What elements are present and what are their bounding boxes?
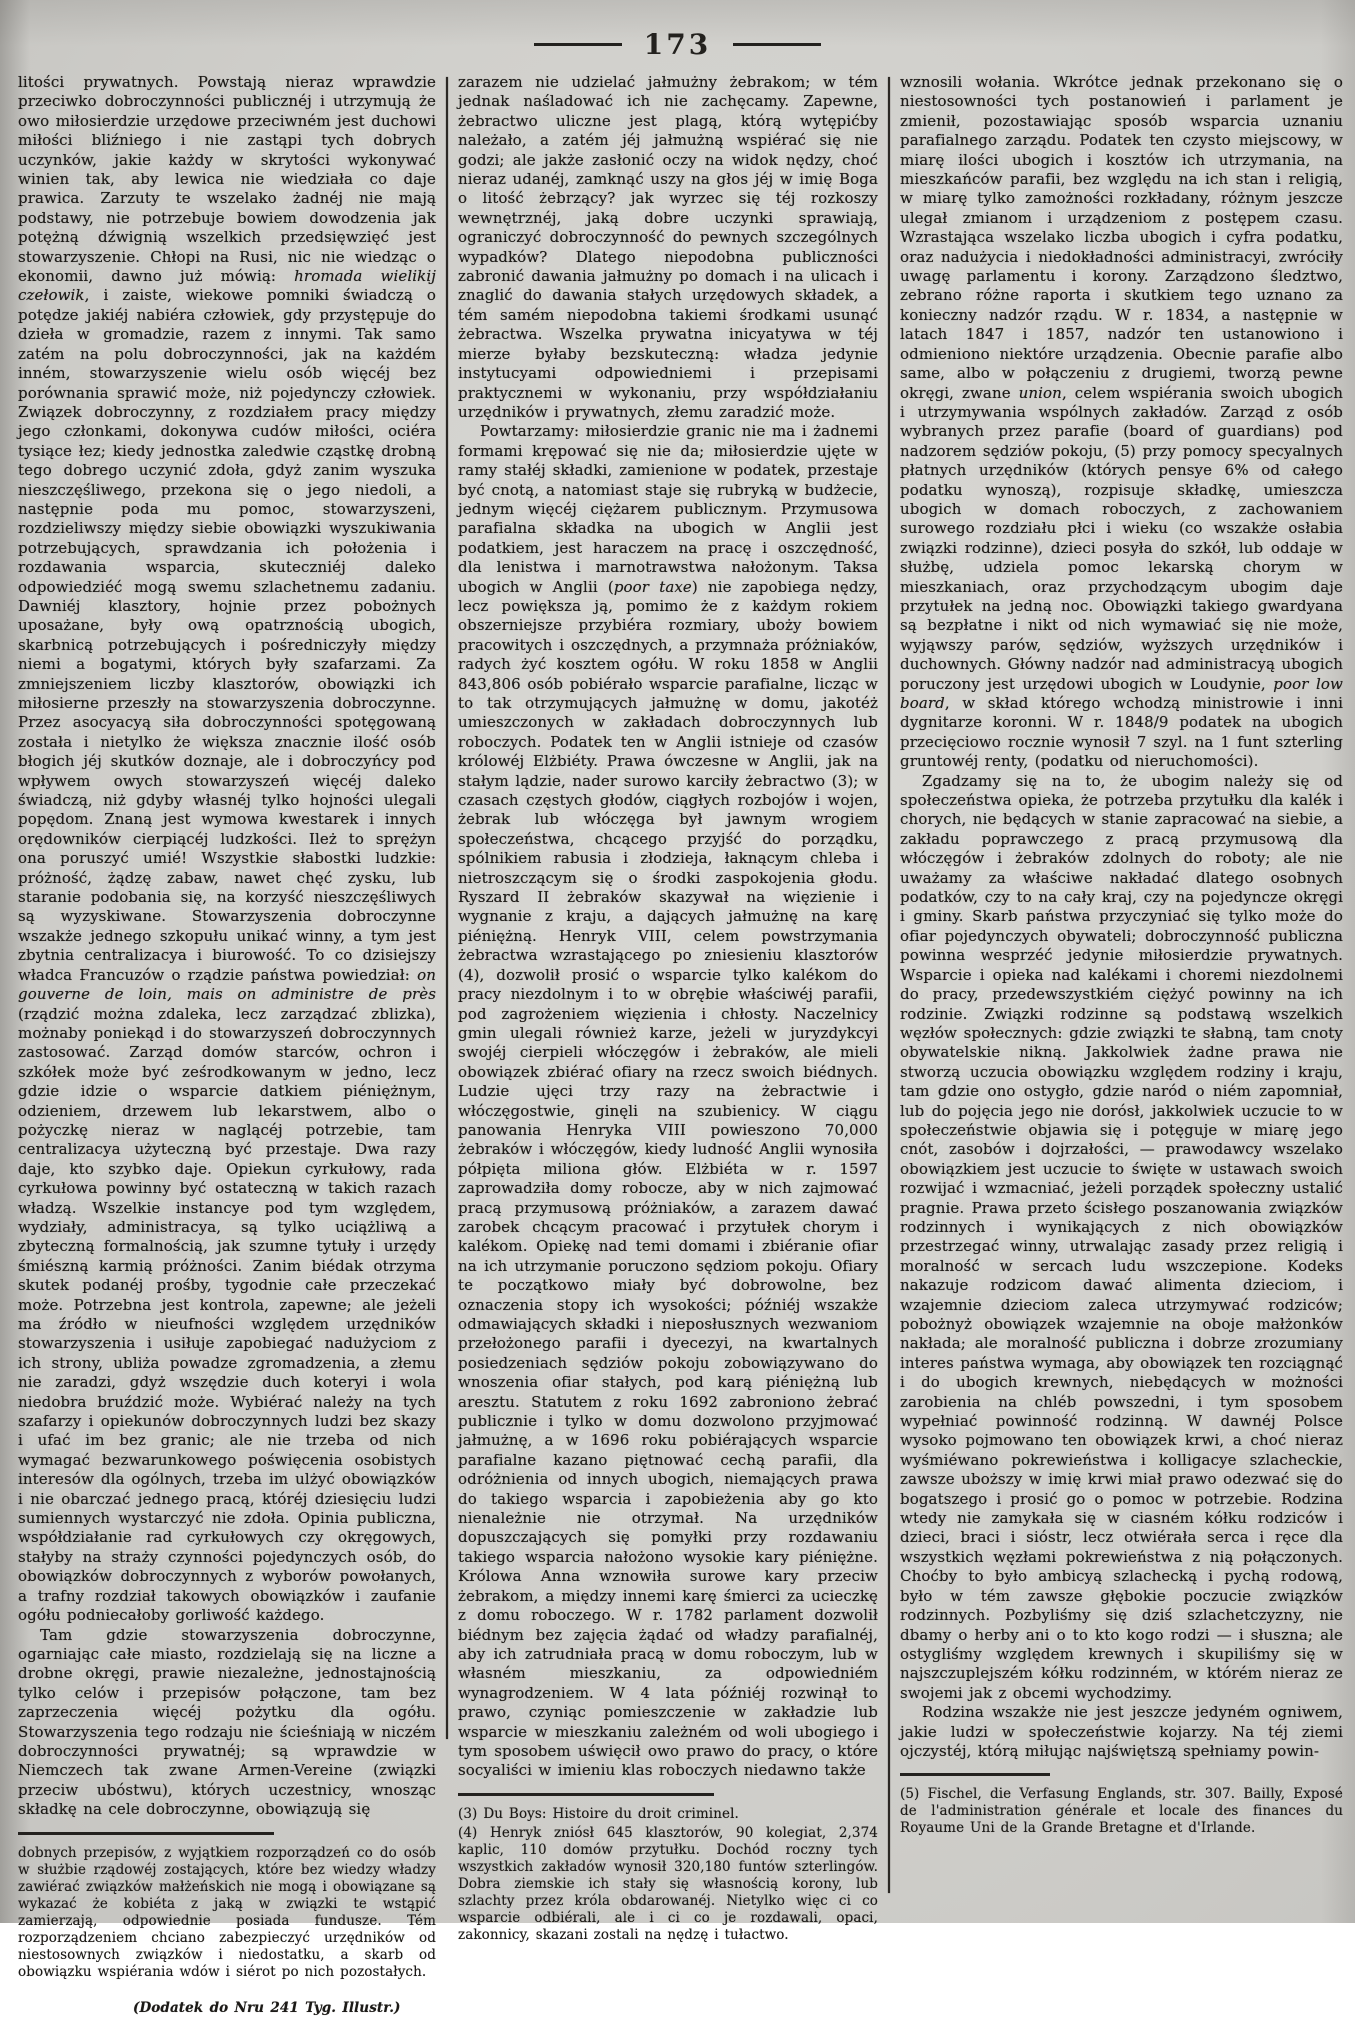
footnote-5: (5) Fischel, die Verfasung Englands, str. 307. Bailly, Exposé de l'administration générale et locale des finances du Royaume Uni de la Grande Bretagne et d'Irlande. — [900, 1786, 1343, 1837]
text-column-3 — [900, 73, 1343, 2018]
page-header — [0, 0, 1355, 61]
footnote-continuation: dobnych przepisów, z wyjątkiem rozporządzeń co do osób w służbie rządowéj zostających, które bez wiedzy władzy zawiérać związków małżeńskich nie mogą i obowiązane są wykazać że kobiéta z jaką w związki te wstąpić zamierzają, odpowiednie posiada fundusze. Tém rozporządzeniem chciano zabezpieczyć urzędników od niestosownych związków i niedostatku, a skarb od obowiązku wspiérania wdów i siérot po nich pozostałych. — [18, 1844, 436, 1980]
footnote-separator-rule — [18, 1832, 274, 1835]
footnote-3: (3) Du Boys: Histoire du droit criminel. — [458, 1805, 739, 1822]
body-paragraph: litości prywatnych. Powstają nieraz wprawdzie przeciwko dobroczynności publicznéj i utrzymują że owo miłosierdzie urzędowe przeciwném jest duchowi miłości bliźniego i nie zastąpi tych dobrych uczynków, jakie każdy w skrytości wykonywać winien tak, aby lewica nie wiedziała co daje prawica. Zarzuty te wszelako żadnéj nie mają podstawy, nie potrzebuje bowiem dowodzenia jak potężną dźwignią wszelkich przedsięwzięć jest stowarzyszenie. Chłopi na Rusi, nic nie wiedząc o ekonomii, dawno już mówią: hromada wielikij czełowik, i zaiste, wiekowe pomniki świadczą o potędze jakiéj nabiéra człowiek, gdy przystępuje do dzieła w gromadzie, razem z innymi. Tak samo zatém na polu dobroczynności, jak na każdém inném, stowarzyszenie wielu osób więcéj bez porównania sprawić może, niż pojedynczy człowiek. Związek dobroczynny, z rozdziałem pracy między jego członkami, dokonywa cudów miłości, ociéra tysiące łez; kiedy jednostka zaledwie cząstkę drobną tego dobrego uczynić zdoła, gdyż zanim wyszuka nieszczęśliwego, przekona się o jego niedoli, a następnie poda mu pomoc, stowarzyszeni, rozdzieliwszy między siebie obowiązki wyszukiwania potrzebujących, sprawdzania ich położenia i rozdawania wsparcia, skuteczniéj daleko odpowiedziéć mogą swemu szlachetnemu zadaniu. Dawniéj klasztory, hojnie przez pobożnych uposażane, były ową opatrznością ubogich, skarbnicą potrzebujących i pośredniczyły między niemi a bogatymi, których były szafarzami. Za zmniejszeniem liczby klasztorów, obowiązki ich miłosierne przeszły na stowarzyszenia dobroczynne. Przez asocyacyą siła dobroczynności spotęgowaną została i nietylko że większa znacznie ilość osób błogich jéj skutków doznaje, ale i dobroczyńcy pod wpływem owych stowarzyszeń więcéj daleko świadczą, niż gdyby własnéj tylko hojności ulegali popędom. Znaną jest wymowa kwestarek i innych orędowników cierpiącéj ludzkości. Ileż to sprężyn ona poruszyć umié! Wszystkie słabostki ludzkie: próżność, żądzę zabaw, nawet chęć zysku, lub staranie podobania się, na korzyść nieszczęśliwych są wyzyskiwane. Stowarzyszenia dobroczynne wszakże jednego szkopułu unikać winny, a tym jest zbytnia centralizacya i biurowość. To co dzisiejszy władca Francuzów o rządzie państwa powiedział: on gouverne de loin, mais on administre de près (rządzić można zdaleka, lecz zarządzać zblizka), możnaby poniekąd i do stowarzyszeń dobroczynnych zastosować. Zarząd domów starców, ochron i szkółek może być ześrodkowanym w jedno, lecz gdzie idzie o wsparcie datkiem piéniężnym, odzieniem, drzewem lub lekarstwem, albo o pożyczkę nieraz w naglącéj potrzebie, tam centralizacya użyteczną być przestaje. Dwa razy daje, kto szybko daje. Opiekun cyrkułowy, rada cyrkułowa powinny być ostateczną w takich razach władzą. Wszelkie instancye pod tym względem, wydziały, administracya, są tylko uciążliwą a zbyteczną formalnością, jak szumne tytuły i urzędy śmiészną karmią próżności. Zanim biédak otrzyma skutek podanéj prośby, tygodnie całe przeczekać może. Potrzebna jest kontrola, zapewne; ale jeżeli ma źródło w nieufności względem urzędników stowarzyszenia i usiłuje zapobiegać nadużyciom z ich strony, ubliża powadze zgromadzenia, a złemu nie zaradzi, gdyż wszędzie duch koteryi i wola niedobra bruździć może. Wybiérać należy na tych szafarzy i opiekunów dobroczynnych ludzi bez skazy i ufać im bez granic; ale nie trzeba od nich wymagać bezwarunkowego poświęcenia osobistych interesów dla ogólnych, trzeba im ulżyć obowiązków i nie obarczać jednego pracą, któréj dziesięciu ludzi sumiennych wystarczyć nie zdoła. Opinia publiczna, współdziałanie rad cyrkułowych czy okręgowych, stałyby na straży czynności pojedynczych osób, do obowiązków dobroczynnych z wyborów powołanych, a trafny rozdział takowych obowiązków i zaufanie ogółu podniecałoby gorliwość każdego. — [18, 73, 436, 1625]
footnote-4: (4) Henryk zniósł 645 klasztorów, 90 kolegiat, 2,374 kaplic, 110 domów przytułku. Dochód roczny tych wszystkich zakładów wynosił 320,180 funtów szterlingów. Dobra ziemskie ich stały się własnością korony, lub szlachty przez króla obdarowanéj. Nietylko więc ci co wsparcie odbiérali, ale i ci co je rozdawali, opaci, zakonnicy, skazani zostali na nędzę i tułactwo. — [458, 1824, 878, 1943]
text-column-2 — [458, 73, 878, 2018]
column-gap — [890, 73, 900, 2018]
body-paragraph: Tam gdzie stowarzyszenia dobroczynne, ogarniając całe miasto, rozdzielają się na liczne a drobne okręgi, prawie niezależne, jednostajnością tylko celów i przepisów połączone, tam bez zaprzeczenia więcéj pożytku dla ogółu. Stowarzyszenia tego rodzaju nie ścieśniają w niczém dobroczynności prywatnéj; są wprawdzie w Niemczech tak zwane Armen-Vereine (związki przeciw ubóstwu), których uczestnicy, wnosząc składkę na cele dobroczynne, obowiązują się — [18, 1625, 436, 1819]
page-number: 173 — [643, 28, 712, 61]
header-right-rule — [733, 43, 821, 46]
column-gap — [436, 73, 446, 2018]
supplement-note: (Dodatek do Nru 241 Tyg. Illustr.) — [133, 1999, 401, 2016]
footnote-separator-rule — [458, 1793, 714, 1796]
body-paragraph: zarazem nie udzielać jałmużny żebrakom; w tém jednak naśladować ich nie zachęcamy. Zapewne, żebractwo uliczne jest plagą, którą wytępićby należało, a zatém jéj jałmużną wspiérać się nie godzi; ale jakże zasłonić oczy na widok nędzy, choć nieraz udanéj, zamknąć uszy na głos jéj w imię Boga o litość żebrzący? jak wyrzec się téj rozkoszy wewnętrznéj, jaką dobre uczynki sprawiają, ograniczyć dobroczynność do pewnych szczególnych wypadków? Dlatego niepodobna publiczności zabronić dawania jałmużny po domach i na ulicach i znaglić do dawania stałych urzędowych składek, a tém samém niepodobna takiemi środkami usunąć żebractwa. Wszelka prywatna inicyatywa w téj mierze byłaby bezskuteczną: władza jedynie instytucyami odpowiedniemi i przepisami praktycznemi w wykonaniu, przy współdziałaniu urzędników i prywatnych, złemu zaradzić może. — [458, 73, 878, 421]
body-paragraph: Zgadzamy się na to, że ubogim należy się od społeczeństwa opieka, że potrzeba przytułku dla kalék i chorych, nie będących w stanie zapracować na siebie, a zakładu poprawczego z pracą przymusową dla włóczęgów i żebraków zdolnych do roboty; ale nie uważamy za właściwe nakładać dlatego osobnych podatków, czy to na cały kraj, czy na pojedyncze okręgi i gminy. Skarb państwa przyczyniać się tylko może do ofiar pojedynczych obywateli; dobroczynność publiczna powinna wesprzéć jedynie miłosierdzie prywatnych. Wsparcie i opieka nad kalékami i choremi niezdolnemi do pracy, przedewszystkiém ciężyć powinny na ich rodzinie. Związki rodzinne są podstawą wszelkich węzłów społecznych: gdzie związki te słabną, tam cnoty obywatelskie nikną. Jakkolwiek żadne prawa nie stworzą uczucia obowiązku względem rodziny i kraju, tam gdzie ono ostygło, gdzie naród o niém zapomniał, lub do pojęcia jego nie dorósł, jakkolwiek uczucie to w społeczeństwie objawia się i potęguje w miarę jego cnót, zasobów i dojrzałości, — prawodawcy wszelako obowiązkiem jest uczucie to święte w ustawach swoich rozwijać i wzmacniać, jeżeli porządek społeczny ustalić pragnie. Prawa przeto ścisłego poszanowania związków rodzinnych i wynikających z nich obowiązków przestrzegać winny, utrwalając zasady przez religią i moralność w sercach ludu wszczepione. Kodeks nakazuje rodzicom dawać alimenta dzieciom, i wzajemnie dzieciom zaleca utrzymywać rodziców; pobożnyż obowiązek wzajemnie na oboje małżonków nakłada; ale moralność publiczna i dobrze zrozumiany interes państwa wymaga, aby obowiązek ten rozciągnąć i do ubogich krewnych, niebędących w możności zarobienia na chléb powszedni, i tym sposobem wypełniać powinność rodzinną. W dawnéj Polsce wysoko pojmowano ten obowiązek krwi, a choć nieraz wyśmiéwano pokrewieństwa i kolligacye szlacheckie, zawsze uboższy w imię krwi miał prawo odezwać się do bogatszego i prosić go o pomoc w potrzebie. Rodzina wtedy nie zamykała się w ciasném kółku rodziców i dzieci, braci i sióstr, lecz otwiérała serca i ręce dla wszystkich węzłami pokrewieństwa z nią połączonych. Choćby to było ambicyą szlachecką i pychą rodową, było w tém zawsze głębokie poczucie związków rodzinnych. Pozbyliśmy się dziś szlachetczyzny, nie dbamy o herby ani o to kto kogo rodzi — i słuszna; ale ostygliśmy względem krewnych i skupiliśmy się w najszczuplejszém kółku rodzinném, w którém nieraz ze swojemi jak z obcemi wychodzimy. — [900, 771, 1343, 1702]
text-column-1 — [18, 73, 436, 2018]
body-paragraph: Rodzina wszakże nie jest jeszcze jedyném ogniwem, jakie ludzi w społeczeństwie kojarzy. Na téj ziemi ojczystéj, którą miłując najświętszą spełniamy powin- — [900, 1703, 1343, 1760]
footnote-separator-rule — [900, 1773, 1050, 1776]
column-gap — [878, 73, 888, 2018]
column-gap — [448, 73, 458, 2018]
header-left-rule — [534, 43, 622, 46]
body-paragraph: Powtarzamy: miłosierdzie granic nie ma i żadnemi formami krępować się nie da; miłosierdzie ujęte w ramy stałéj składki, zamienione w podatek, przestaje być cnotą, a natomiast staje się rubryką w budżecie, jednym więcéj ciężarem publicznym. Przymusowa parafialna składka na ubogich w Anglii jest podatkiem, jest haraczem na pracę i oszczędność, dla lenistwa i marnotrawstwa nałożonym. Taksa ubogich w Anglii (poor taxe) nie zapobiega nędzy, lecz powiększa ją, pomimo że z każdym rokiem obszerniejsze przybiéra rozmiary, uboży bowiem pracowitych i oszczędnych, a przymnaża próżniaków, radych żyć kosztem ogółu. W roku 1858 w Anglii 843,806 osób pobiérało wsparcie parafialne, licząc w to tak otrzymujących jałmużnę w domu, jakotéż umieszczonych w zakładach dobroczynnych lub roboczych. Podatek ten w Anglii istnieje od czasów królowéj Elżbiéty. Prawa ówczesne w Anglii, jak na stałym lądzie, nader surowo karciły żebractwo (3); w czasach częstych głodów, ciągłych rozbojów i wojen, żebrak lub włóczęga był jawnym wrogiem społeczeństwa, chcącego przyjść do porządku, spólnikiem rabusia i złodzieja, łaknącym chleba i nietroszczącym się o środki zaspokojenia głodu. Ryszard II żebraków skazywał na więzienie i wygnanie z kraju, a dających jałmużnę na karę piéniężną. Henryk VIII, celem powstrzymania żebractwa wzrastającego po zniesieniu klasztorów (4), dozwolił prosić o wsparcie tylko kalékom do pracy niezdolnym i to w obrębie właściwéj parafii, pod zagrożeniem więzienia i chłosty. Naczelnicy gmin ulegali również karze, jeżeli w juryzdykcyi swojéj cierpieli włóczęgów i żebraków, ale mieli obowiązek zbiérać ofiary na rzecz swoich biédnych. Ludzie ujęci trzy razy na żebractwie i włóczęgostwie, ginęli na szubienicy. W ciągu panowania Henryka VIII powieszono 70,000 żebraków i włóczęgów, kiedy ludność Anglii wynosiła półpięta miliona głów. Elżbiéta w r. 1597 zaprowadziła domy robocze, aby w nich zajmować pracą przymusową próżniaków, a zarazem dawać zarobek chcącym pracować i przytułek chorym i kalékom. Opiekę nad temi domami i zbiéranie ofiar na ich utrzymanie poruczono sędziom pokoju. Ofiary te początkowo miały być dobrowolne, bez oznaczenia stopy ich wysokości; późniéj wszakże odmawiających składki i nieposłusznych wezwaniom przełożonego parafii i dyecezyi, na kwartalnych posiedzeniach sędziów pokoju zobowiązywano do wnoszenia ofiar stałych, pod karą piéniężną lub aresztu. Statutem z roku 1692 zabroniono żebrać publicznie i tylko w domu dozwolono przyjmować jałmużnę, a w 1696 roku pobiérających wsparcie parafialne kazano piętnować cechą parafii, dla odróżnienia od innych ubogich, niemających prawa do takiego wsparcia i zapobieżenia aby go kto nienależnie nie otrzymał. Na urzędników dopuszczających się pomyłki przy rozdawaniu takiego wsparcia nałożono wysokie kary piéniężne. Królowa Anna wznowiła surowe kary przeciw żebrakom, a między innemi karę śmierci za ucieczkę z domu roboczego. W r. 1782 parlament dozwolił biédnym bez zajęcia żądać od władzy parafialnéj, aby ich zatrudniała pracą w domu roboczym, lub w własném mieszkaniu, za odpowiedniém wynagrodzeniem. W 4 lata późniéj rozwinął to prawo, czyniąc pomieszczenie w zakładzie lub wsparcie w mieszkaniu zależném od woli ubogiego i tym sposobem uświęcił owo prawo do pracy, o które socyaliści w imieniu klas roboczych niedawno także — [458, 422, 878, 1780]
text-columns — [18, 73, 1355, 2018]
body-paragraph: wznosili wołania. Wkrótce jednak przekonano się o niestosowności tych postanowień i parlament je zmienił, pozostawiając sposób wsparcia uznaniu parafialnego zarządu. Podatek ten czysto miejscowy, w miarę ilości ubogich i kosztów ich utrzymania, na mieszkańców parafii, bez względu na ich stan i religią, w miarę tylko zamożności rozkładany, różnym jeszcze ulegał zmianom i urządzeniom z postępem czasu. Wzrastająca wszelako liczba ubogich i cyfra podatku, oraz nadużycia i niedokładności administracyi, zwróciły uwagę parlamentu i korony. Zarządzono śledztwo, zebrano różne raporta i skutkiem tego uznano za konieczny nadzór rządu. W r. 1834, a następnie w latach 1847 i 1857, nadzór ten ustanowiono i odmieniono niektóre urządzenia. Obecnie parafie albo same, albo w połączeniu z drugiemi, tworzą pewne okręgi, zwane union, celem wspiérania swoich ubogich i utrzymywania wspólnych zakładów. Zarząd z osób wybranych przez parafie (board of guardians) pod nadzorem sędziów pokoju, (5) przy pomocy specyalnych płatnych urzędników (których pensye 6% od całego podatku wynoszą), rozpisuje składkę, umieszcza ubogich w domach roboczych, z zachowaniem surowego rozdziału płci i wieku (co wszakże osłabia związki rodzinne), dzieci posyła do szkół, lub oddaje w służbę, udziela pomoc lekarską chorym w mieszkaniach, oraz przychodzącym ubogim daje przytułek na jedną noc. Obowiązki takiego gwardyana są bezpłatne i nikt od nich wymawiać się nie może, wyjąwszy parów, sędziów, wyższych urzędników i duchownych. Główny nadzór nad administracyą ubogich poruczony jest urzędowi ubogich w Loudynie, poor low board, w skład którego wchodzą ministrowie i inni dygnitarze koronni. W r. 1848/9 podatek na ubogich przecięciowo rocznie wynosił 7 szyl. na 1 funt szterling gruntowéj renty, (podatku od nieruchomości). — [900, 73, 1344, 771]
